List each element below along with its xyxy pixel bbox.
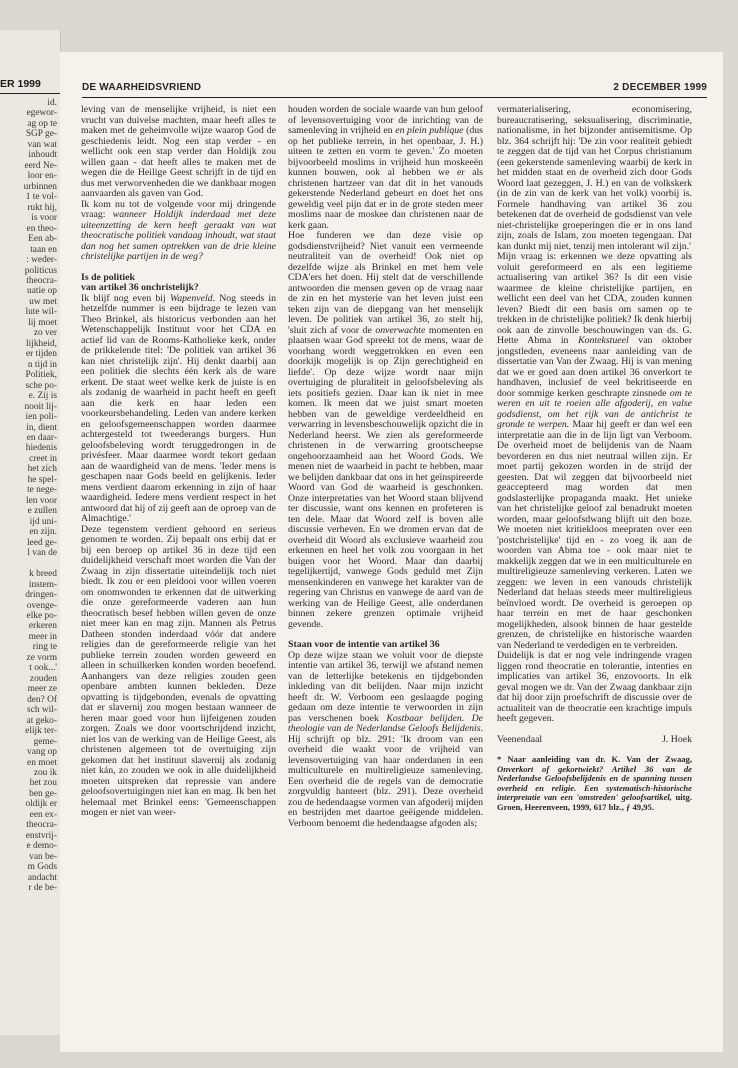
previous-page-line: urbinnen <box>23 181 57 192</box>
section-heading: Staan voor de intentie van artikel 36 <box>288 639 440 650</box>
previous-page-line: n tijd in <box>27 359 57 370</box>
previous-page-line: ien poli- <box>25 412 57 423</box>
previous-page-line: dringen- <box>25 590 57 601</box>
previous-page-line: t ook...' <box>29 663 57 674</box>
previous-page-line: e demo- <box>26 841 57 852</box>
previous-page-line: id. <box>47 98 57 108</box>
previous-page-line: uw met <box>29 296 57 307</box>
previous-page-line <box>3 559 57 569</box>
text-run: . Hij schrijft op blz. 291: 'Ik droom van een overheid die waakt voor de vrijheid van levensovertuiging van haar onderdanen in een multiculturele en multireligieuze samenleving. Een overheid die de regels van de democratie zorgvuldig hanteert (blz. 291). Deze overheid zou de hedendaagse vormen van afgoderij mijden en bestrijden met daartoe geëigende middelen. Verboom benoemt die hedendaagse afgoden als; <box>288 723 483 829</box>
previous-page-text <box>3 98 57 894</box>
previous-page-line: sch wil- <box>27 705 57 716</box>
text-run: van oktober jongstleden, eveneens naar aanleiding van de dissertatie van Van der Zwaag. Hij is van mening dat we er goed aan doen artikel 36 onverkort te handhaven, inclusief de veel bekritiseerde en door sommige kerken geschrapte zinsnede <box>497 335 692 399</box>
text-run: (dus op het publieke terrein, in het openbaar, J. H.) uiteen te zetten en vorm te geven.' Zo moeten bijvoorbeeld moslims in vrijheid hun moskeeën kunnen bouwen, ook al hebben we er als christenen hartzeer van dat dit in het vanouds gekerstende Nederland gebeurt en doet het ons geweldig veel pijn dat er in de grote steden meer moslims naar de moskee dan christenen naar de kerk gaan. <box>288 125 483 231</box>
emphasis: en plein publique <box>395 125 464 136</box>
previous-page-line: theocra- <box>26 820 57 831</box>
previous-page-edge <box>0 30 61 1035</box>
text-run: Ik blijf nog even bij <box>81 292 170 304</box>
previous-page-line: 1 te vol- <box>25 192 57 203</box>
paragraph: Deze tegenstem verdient gehoord en serieus genomen te worden. Zij bepaalt ons erbij dat er bij een beroep op artikel 36 in deze tijd een duidelijkheid verschaft moet worden die Van der Zwaag in zijn dissertatie uiteindelijk toch niet biedt. Ik zou er een pleidooi voor willen voeren om onomwonden te erkennen dat de uitwerking die onze gereformeerde vaderen aan hun theocratisch besef hebben willen geven de onze niet meer kan en mag zijn. Mannen als Petrus Datheen stonden inderdaad vóór dat andere religies dan de gereformeerde religie van het publieke terrein zouden worden geweerd en alleen in schuilkerken konden worden beoefend. Aanhangers van deze religies zouden geen openbare ambten kunnen bekleden. Deze opvatting is tijdgebonden, evenals de opvatting dat er slavernij zou mogen bestaan wanneer de heren maar goed voor hun lijfeigenen zouden zorgen. Zoals we door voortschrijdend inzicht, niet los van de werking van de Heilige Geest, als christenen algemeen tot de overtuiging zijn gekomen dat het instituut slavernij als zodanig niet kán, zo zouden we ook in alle duidelijkheid moeten uitspreken dat repressie van andere geloofsovertuigingen niet kan en mag. Ik ben het helemaal met Brinkel eens: 'Gemeenschappen mogen er niet van weer- <box>81 523 276 818</box>
text-run: Hoe funderen we dan deze visie op godsdienstvrijheid? Niet vanuit een vermeende neutraliteit van de overheid! Ook niet op dezelfde wijze als Brinkel en met hem vele CDA'ers het doen. Hij stelt dat de verschillende antwoorden die mensen geven op de vraag naar de zin en het mysterie van het leven juist een teken zijn van de diepgang van het menselijk leven. De politiek van artikel 36, zo stelt hij, 'sluit zich af voor de <box>288 230 483 336</box>
previous-page-line: e zullen <box>27 506 57 517</box>
previous-page-line: het zou <box>29 778 57 789</box>
signature-place: Veenendaal <box>497 733 543 745</box>
previous-page-line: loor en- <box>27 171 57 182</box>
footnote <box>497 755 692 813</box>
previous-page-line: nooit lij- <box>24 401 57 412</box>
previous-page-line: het zich <box>27 464 57 475</box>
previous-page-line: Een ab- <box>28 234 57 245</box>
previous-page-line: ovenge- <box>26 600 57 611</box>
previous-page-line: lij moet <box>28 317 57 328</box>
previous-page-line: is voor <box>31 213 57 224</box>
emphasis: om te weren en uit te roeien alle afgoderij, en valse godsdienst, om het rijk van de antichrist te gronde te werpen. <box>497 387 692 430</box>
header-rule <box>82 97 707 98</box>
previous-page-line: he spel- <box>27 474 57 485</box>
previous-page-line: e. Zij is <box>28 391 57 402</box>
previous-page-line: rukt hij, <box>27 202 57 213</box>
previous-page-line: Politiek, <box>25 370 57 381</box>
previous-page-line: ben ge- <box>29 788 57 799</box>
previous-page-line: SGP ge- <box>25 129 57 140</box>
previous-page-line: eerd Ne- <box>24 160 57 171</box>
previous-page-line: meer ze <box>27 684 57 695</box>
previous-page-rule <box>0 93 60 94</box>
emphasis: wanneer Holdijk inderdaad met deze uiteenzetting de kern heeft geraakt van wat theocratische politiek vandaag inhoudt, wat staat dan nog het samen optrekken van de drie kleine christelijke partijen in de weg? <box>81 209 276 262</box>
previous-page-line: at geko- <box>26 715 57 726</box>
text-run: houden worden de sociale waarde van hun geloof of levensovertuiging voor de inrichting van de samenleving in vrijheid en <box>288 104 483 136</box>
previous-page-line: theocra- <box>26 275 57 286</box>
paragraph <box>288 231 483 630</box>
text-run: Maar hij geeft er dan wel een interpretatie aan die in de lijn ligt van Verboom. De overheid moet de belijdenis van de Naam bevorderen en dus niet neutraal willen zijn. Er moet partij gekozen worden in de strijd der geesten. Dat wil zeggen dat bijvoorbeeld niet geaccepteerd mag worden dat men godslasterlijke propaganda maakt. Het unieke van het christelijke geloof zal benadrukt moeten worden, maar geloofsdwang blijft uit den boze. We moeten niet kritiekloos meepraten over een 'postchristelijke' tijd en - zo voeg ik aan de woorden van Abma toe - ook maar niet te makkelijk zeggen dat we in een multiculturele en multireligieuze samenleving verkeren. Laten we zeggen: we leven in een vanouds christelijk Nederland dat helaas steeds meer multireligieus beïnvloed wordt. De overheid is geroepen op haar terrein en met de haar geschonken mogelijkheden, alsook binnen de haar gestelde grenzen, de christelijke en historische waarden van Nederland te verdedigen en te verbreiden. <box>497 419 692 651</box>
text-run: Op deze wijze staan we voluit voor de diepste intentie van artikel 36, terwijl we afstand nemen van de letterlijke betekenis en tijdgebonden inkleding van dit belijden. Naar mijn inzicht heeft dr. W. Verboom een geslaagde poging gedaan om deze intentie te verwoorden in zijn pas verschenen boek <box>288 649 483 724</box>
text-run: Ik kom nu tot de volgende voor mij dringende vraag: <box>81 198 276 220</box>
previous-page-line: en theo- <box>26 223 57 234</box>
previous-page-header: ER 1999 <box>0 78 41 90</box>
previous-page-line: l van de <box>27 548 57 559</box>
paragraph: Duidelijk is dat er nog vele indringende vragen liggen rond theocratie en tolerantie, intenties en implicaties van artikel 36, enzovoorts. In elk geval mogen we dr. Van der Zwaag dankbaar zijn dat hij door zijn proefschrift de discussie over de actualiteit van de theocratie een krachtige impuls heeft gegeven. <box>497 650 692 724</box>
text-run: * Naar aanleiding van dr. K. Van der Zwaag, <box>497 754 692 764</box>
previous-page-line: lijkheid, <box>26 338 57 349</box>
previous-page-line: egewor- <box>26 108 57 119</box>
publication-date: 2 DECEMBER 1999 <box>613 82 707 93</box>
page-header <box>82 82 707 96</box>
previous-page-line: elijk ter- <box>25 726 57 737</box>
previous-page-line: r de be- <box>28 883 57 894</box>
previous-page-line: geme- <box>33 736 57 747</box>
previous-page-line: k breed <box>29 569 57 580</box>
column-2 <box>288 105 483 829</box>
paragraph: vermaterialisering, economisering, bureaucratisering, seksualisering, discriminatie, nationalisme, in het bijzonder antisemitisme. Op blz. 364 schrijft hij: 'De zin voor realiteit gebiedt te zeggen dat de tijd van het Corpus christianum (een gekerstende samenleving waarbij de kerk in het midden staat en de overheid zich door Gods Woord laat gezeggen, J. H.) en van de volkskerk (in de zin van de kerk van het volk) voorbij is. Formele handhaving van artikel 36 zou betekenen dat de overheid de godsdienst van vele niet-christelijke groeperingen die er in ons land zijn, zoals de Islam, zou moeten tegengaan. Dat kan dunkt mij niet, tenzij men intolerant wil zijn.' <box>497 104 692 252</box>
previous-page-line: creet in <box>29 453 57 464</box>
paragraph: leving van de menselijke vrijheid, is niet een vrucht van duivelse machten, maar heeft alles te maken met de geheimvolle wijze waarop God de geschiedenis leidt. Nog een stap verder - en wellicht ook een stap verder dan Holdijk zou willen gaan - dat heeft alles te maken met de wegen die de Heilige Geest schrijft in de tijd en dus met verworvenheden die we dankbaar mogen aanvaarden als gaven van God. <box>81 104 276 199</box>
emphasis: onverwachte <box>375 324 426 336</box>
text-run: . Nog steeds in hetzelfde nummer is een bijdrage te lezen van Theo Brinkel, als historicus verbonden aan het Wetenschappelijk Instituut voor het CDA en actief lid van de Rooms-Katholieke kerk, onder de prikkelende titel: 'De politiek van artikel 36 kan niet christelijk zijn'. Hij denkt daarbij aan een politiek die slechts één kerk als de ware erkent. De staat weet welke kerk de juiste is en als zodanig de waarheid in pacht heeft en geeft aan die kerk en haar leden een voorkeursbehandeling. Leden van andere kerken en geloofsgemeenschappen worden daarmee achtergesteld tot tweederangs burgers. Hun geloofsbeleving wordt teruggedrongen in de privésfeer. Maar daarmee wordt tekort gedaan aan de waardigheid van de mens. 'Ieder mens is geschapen naar Gods beeld en gelijkenis. Ieder mens verdient daarom erkenning in zijn of haar waardigheid. Iedere mens verdient respect in het antwoord dat hij of zij geeft aan de oproep van de Almachtige.' <box>81 292 276 524</box>
previous-page-line: politicus <box>24 265 57 276</box>
column-3 <box>497 105 692 813</box>
previous-page-line: van wat <box>27 139 57 150</box>
previous-page-line: ijd uni- <box>29 516 57 527</box>
signature-author: J. Hoek <box>662 733 692 745</box>
newspaper-page <box>60 52 723 1052</box>
previous-page-line: een ex- <box>29 809 57 820</box>
previous-page-line: enstvrij- <box>25 830 57 841</box>
section-heading: van artikel 36 onchristelijk? <box>81 282 199 293</box>
emphasis: Kostbaar belijden. De theologie van de Nederlandse Geloofs Belijdenis <box>288 712 484 734</box>
previous-page-line: ag op te <box>27 118 57 129</box>
previous-page-line: andacht <box>27 872 57 883</box>
previous-page-line: ring te <box>32 642 57 653</box>
previous-page-line: oldijk er <box>25 799 57 810</box>
previous-page-line: zo ver <box>33 328 57 339</box>
emphasis: Kontekstueel <box>578 335 629 346</box>
text-run: uitg. Groen, Heerenveen, 1999, 617 blz., ƒ 49,95. <box>497 792 692 812</box>
previous-page-line: elke po- <box>26 610 57 621</box>
previous-page-line: van be- <box>29 851 57 862</box>
previous-page-line: te nege- <box>27 485 57 496</box>
paragraph <box>497 252 692 651</box>
previous-page-line: vang op <box>27 747 57 758</box>
previous-page-line: taan en <box>30 244 57 255</box>
signature <box>497 735 692 746</box>
emphasis: Onverkort of gekortwiekt? Artikel 36 van de Nederlandse Geloofsbelijdenis en de spanning tussen overheid en religie. Een systematisch-historische interpretatie van een 'omstreden' geloofsartikel, <box>497 763 692 803</box>
previous-page-line: uatie op <box>27 286 57 297</box>
text-run: Mijn vraag is: erkennen we deze opvatting als voluit gereformeerd en als een legitieme actualisering van artikel 36? Is dit een visie waarmee de kleine christelijke partijen, en wellicht een deel van het CDA, zouden kunnen leven? Biedt dit een basis om samen op te trekken in de christelijke politiek? Ik denk hierbij ook aan de zinvolle beschouwingen van ds. G. Hette Abma in <box>497 251 692 346</box>
previous-page-line: zou ik <box>33 768 57 778</box>
paragraph <box>288 651 483 830</box>
paragraph <box>288 105 483 231</box>
previous-page-line: lute wil- <box>25 307 57 318</box>
previous-page-line: ze vorm <box>26 652 57 663</box>
previous-page-line: instem- <box>28 579 57 590</box>
emphasis: Wapenveld <box>169 292 213 304</box>
previous-page-line: inhoudt <box>28 150 57 161</box>
previous-page-line: meer in <box>28 631 57 642</box>
previous-page-line: : weder- <box>26 255 57 266</box>
previous-page-line: en daar- <box>26 433 57 443</box>
previous-page-line: in, dient <box>26 422 57 433</box>
previous-page-line: leed ge- <box>27 537 57 548</box>
previous-page-line: den? Of <box>27 694 57 705</box>
previous-page-line: m Gods <box>27 862 57 873</box>
previous-page-line: en zijn. <box>29 527 57 538</box>
previous-page-line: er tijden <box>26 349 57 360</box>
publication-title: DE WAARHEIDSVRIEND <box>82 82 202 93</box>
previous-page-line: hiedenis <box>25 443 57 454</box>
previous-page-line: erkeren <box>28 621 57 632</box>
previous-page-line: en moet <box>27 757 57 768</box>
paragraph <box>81 294 276 525</box>
text-run: momenten en plaatsen waar God spreekt tot de mens, waar de voorhang wordt weggetrokken en even een doorkijk mogelijk is op Zijn gerechtigheid en liefde'. Op deze wijze wordt naar mijn overtuiging de pluraliteit in geloofsbeleving als iets positiefs gezien. Daar kan ik niet in mee komen. Ik meen dat we juist smart moeten hebben van de geweldige verdeeldheid en verwarring in levensbeschouwelijk opzicht die in Nederland heerst. We zien als gereformeerde christenen in de verwarring grootscheepse ongehoorzaamheid aan het Woord Gods. We menen niet de waarheid in pacht te hebben, maar we belijden dankbaar dat ons in het geïnspireerde Woord van God de waarheid is geschonken. Onze interpretaties van het Woord staan blijvend ter discussie, want ons kennen en profeteren is ten dele. Maar dat Woord zelf is boven alle discussie verheven. En we dromen ervan dat de overheid dit Woord als exclusieve waarheid zou erkennen en heel het volk zou voorgaan in het buigen voor het Woord. Maar dan daarbij tegelijkertijd, vanwege Gods geduld met Zijn mensenkinderen en vanwege het karakter van de regering van Christus en vanwege de aard van de werking van de Heilige Geest, alle onderdanen binnen zekere grenzen optimale vrijheid gevende. <box>288 324 483 630</box>
previous-page-line: sche po- <box>25 380 57 391</box>
paragraph <box>81 200 276 263</box>
section-heading: Is de politiek <box>81 271 135 283</box>
previous-page-line: zouden <box>29 673 57 684</box>
column-1 <box>81 105 276 819</box>
previous-page-line: len voor <box>26 495 57 506</box>
